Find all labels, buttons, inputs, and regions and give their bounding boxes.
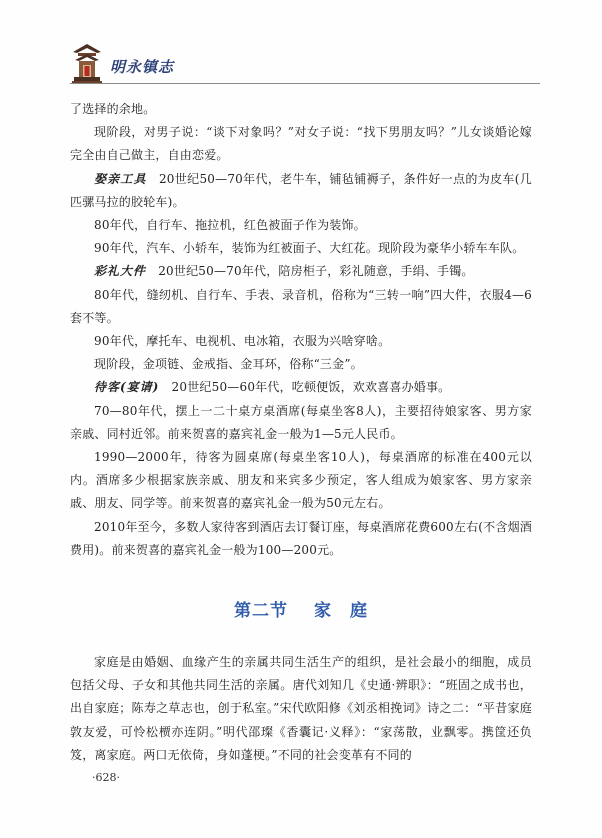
paragraph: 彩礼大件 20世纪50—70年代，陪房柜子，彩礼随意，手绢、手镯。 [94, 264, 474, 279]
term-label: 彩礼大件 [94, 264, 147, 279]
section-number: 第二节 [234, 601, 288, 621]
paragraph: 了选择的余地。 [70, 102, 156, 116]
paragraph: 80年代，缝纫机、自行车、手表、录音机，俗称为“三转一响”四大件，衣服4—6套不等。 [70, 287, 532, 325]
paragraph: 现阶段，金项链、金戒指、金耳环，俗称“三金”。 [94, 357, 363, 372]
main-text [70, 98, 532, 562]
paragraph: 待客(宴请) 20世纪50—60年代，吃顿便饭，欢欢喜喜办婚事。 [94, 380, 451, 395]
header-title: 明永镇志 [110, 58, 175, 76]
paragraph: 现阶段，对男子说：“谈下对象吗？”对女子说：“找下男朋友吗？”儿女谈婚论嫁完全由自己做主，自由恋爱。 [70, 125, 532, 163]
paragraph: 70—80年代，摆上一二十桌方桌酒席(每桌坐客8人)，主要招待娘家客、男方家亲戚、同村近邻。前来贺喜的嘉宾礼金一般为1—5元人民币。 [70, 403, 532, 441]
paragraph: 家庭是由婚姻、血缘产生的亲属共同生活生产的组织，是社会最小的细胞，成员包括父母、子女和其他共同生活的亲属。唐代刘知几《史通·辨职》：“班固之成书也，出自家庭；陈寿之草志也，创于私室。”宋代欧阳修《刘丞相挽词》诗之二：“平昔家庭敦友爱，可怜松槚亦连阴。”明代邵璨《香囊记·义释》：“家荡散，业飘零。携筐还负笈，离家庭。两口无依倚，身如蓬梗。”不同的社会变革有不同的 [70, 655, 532, 762]
term-label: 娶亲工具 [94, 171, 147, 186]
page-number: ·628· [92, 771, 120, 784]
section-text [70, 651, 532, 767]
term-label: 待客(宴请) [94, 380, 160, 395]
pagoda-logo-icon [70, 40, 104, 86]
paragraph: 80年代，自行车、拖拉机，红色被面子作为装饰。 [94, 218, 366, 233]
paragraph: 90年代，汽车、小轿车，装饰为红被面子、大红花。现阶段为豪华小轿车车队。 [94, 241, 525, 256]
paragraph: 2010年至今，多数人家待客到酒店去订餐订座，每桌酒席花费600左右(不含烟酒费用)。前来贺喜的嘉宾礼金一般为100—200元。 [70, 519, 532, 557]
section-heading [0, 596, 602, 621]
paragraph: 1990—2000年，待客为圆桌席(每桌坐客10人)，每桌酒席的标准在400元以内。酒席多少根据家族亲戚、朋友和来宾多少预定，客人组成为娘家客、男方家亲戚、朋友、同学等。前来贺喜的嘉宾礼金一般为50元左右。 [70, 450, 532, 511]
paragraph: 90年代，摩托车、电视机、电冰箱，衣服为兴啥穿啥。 [94, 334, 391, 349]
paragraph: 娶亲工具 20世纪50—70年代，老牛车，铺毡铺褥子，条件好一点的为皮车(几匹骡马拉的胶轮车)。 [70, 171, 532, 209]
header-rule [70, 83, 540, 84]
section-title: 家 庭 [314, 601, 368, 621]
